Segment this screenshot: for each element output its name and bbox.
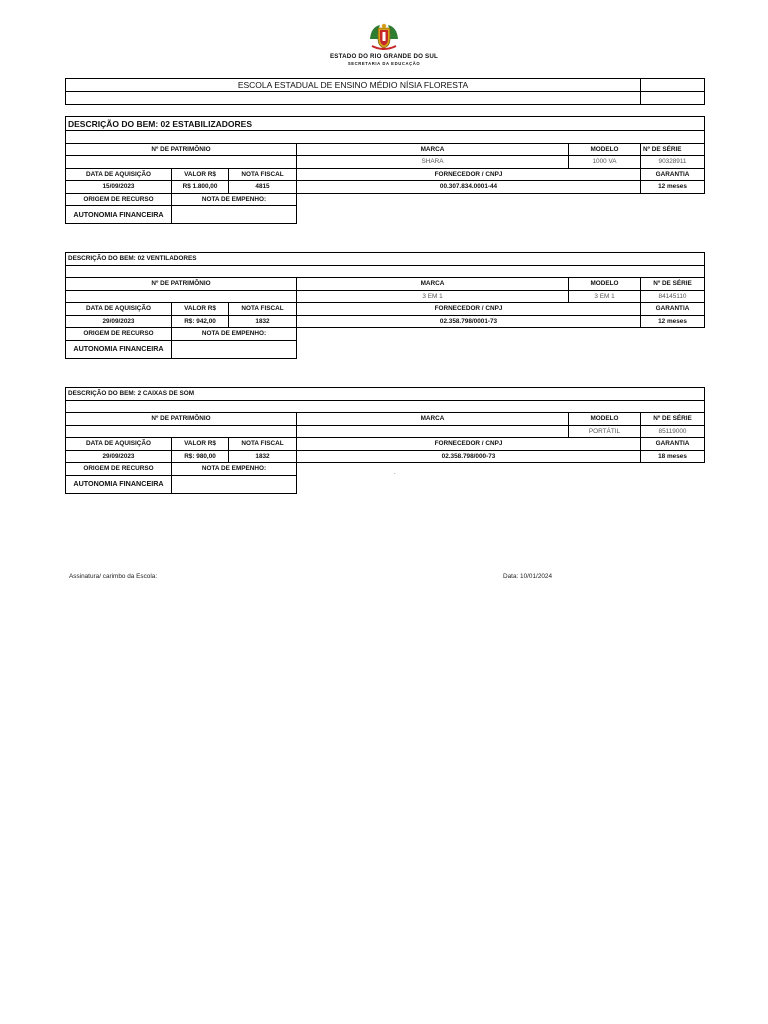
valor-value: R$ 1.800,00	[172, 181, 229, 194]
fornecedor-value: 02.358.798/000-73	[297, 450, 641, 463]
empenho-value	[172, 475, 297, 493]
empty-row	[66, 265, 705, 278]
marca-header: MARCA	[297, 143, 569, 156]
garantia-header: GARANTIA	[641, 303, 705, 316]
stray-mark: .	[394, 470, 396, 476]
serie-header: Nº DE SÉRIE	[641, 278, 705, 291]
school-table	[65, 78, 705, 105]
origem-header: ORIGEM DE RECURSO	[66, 463, 172, 476]
patrimonio-value	[66, 425, 297, 438]
modelo-header: MODELO	[569, 278, 641, 291]
origem-value: AUTONOMIA FINANCEIRA	[66, 475, 172, 493]
serie-value: 84145110	[641, 290, 705, 303]
nota-fiscal-header: NOTA FISCAL	[229, 168, 297, 181]
valor-header: VALOR R$	[172, 438, 229, 451]
serie-value: 85119000	[641, 425, 705, 438]
modelo-header: MODELO	[569, 143, 641, 156]
nota-fiscal-value: 1832	[229, 450, 297, 463]
school-name: ESCOLA ESTADUAL DE ENSINO MÉDIO NÍSIA FLORESTA	[66, 79, 641, 92]
empenho-value	[172, 340, 297, 358]
origem-value: AUTONOMIA FINANCEIRA	[66, 206, 172, 224]
school-aux-cell	[641, 79, 705, 92]
garantia-header: GARANTIA	[641, 438, 705, 451]
marca-value: 3 EM 1	[297, 290, 569, 303]
date-label: Data: 10/01/2024	[503, 573, 553, 580]
garantia-value: 12 meses	[641, 315, 705, 328]
school-empty-cell	[66, 92, 641, 105]
marca-value: SHARA	[297, 156, 569, 169]
data-aquisicao-header: DATA DE AQUISIÇÃO	[66, 168, 172, 181]
patrimonio-value	[66, 156, 297, 169]
fornecedor-value: 00.307.834.0001-44	[297, 181, 641, 194]
patrimonio-header: Nº DE PATRIMÔNIO	[66, 413, 297, 426]
empenho-header: NOTA DE EMPENHO:	[172, 193, 297, 206]
patrimonio-value	[66, 290, 297, 303]
asset-description: DESCRIÇÃO DO BEM: 02 VENTILADORES	[66, 253, 705, 266]
marca-value	[297, 425, 569, 438]
nota-fiscal-value: 4815	[229, 181, 297, 194]
nota-fiscal-header: NOTA FISCAL	[229, 303, 297, 316]
serie-value: 90328911	[641, 156, 705, 169]
origem-header: ORIGEM DE RECURSO	[66, 193, 172, 206]
origem-value: AUTONOMIA FINANCEIRA	[66, 340, 172, 358]
empenho-header: NOTA DE EMPENHO:	[172, 463, 297, 476]
valor-value: R$: 942,00	[172, 315, 229, 328]
marca-header: MARCA	[297, 413, 569, 426]
modelo-value: 3 EM 1	[569, 290, 641, 303]
coat-of-arms-icon	[367, 22, 401, 52]
empenho-value	[172, 206, 297, 224]
serie-header: Nº DE SÉRIE	[641, 143, 705, 156]
asset-description: DESCRIÇÃO DO BEM: 2 CAIXAS DE SOM	[66, 388, 705, 401]
asset-table	[65, 387, 705, 494]
origem-header: ORIGEM DE RECURSO	[66, 328, 172, 341]
state-name: ESTADO DO RIO GRANDE DO SUL	[329, 53, 439, 60]
empty-row	[66, 400, 705, 413]
fornecedor-header: FORNECEDOR / CNPJ	[297, 303, 641, 316]
garantia-value: 12 meses	[641, 181, 705, 194]
school-aux-cell	[641, 92, 705, 105]
document-header	[0, 22, 768, 66]
asset-description: DESCRIÇÃO DO BEM: 02 ESTABILIZADORES	[66, 117, 705, 131]
data-aquisicao-value: 15/09/2023	[66, 181, 172, 194]
data-aquisicao-value: 29/09/2023	[66, 315, 172, 328]
garantia-header: GARANTIA	[641, 168, 705, 181]
asset-table	[65, 116, 705, 224]
data-aquisicao-value: 29/09/2023	[66, 450, 172, 463]
fornecedor-header: FORNECEDOR / CNPJ	[297, 438, 641, 451]
valor-value: R$: 980,00	[172, 450, 229, 463]
nota-fiscal-header: NOTA FISCAL	[229, 438, 297, 451]
secretaria-name: SECRETARIA DA EDUCAÇÃO	[347, 61, 421, 66]
modelo-value: 1000 VA	[569, 156, 641, 169]
serie-header: Nº DE SÉRIE	[641, 413, 705, 426]
modelo-header: MODELO	[569, 413, 641, 426]
empty-row	[66, 131, 705, 144]
garantia-value: 18 meses	[641, 450, 705, 463]
signature-label: Assinatura/ carimbo da Escola:	[69, 573, 158, 580]
asset-table	[65, 252, 705, 359]
fornecedor-value: 02.358.798/0001-73	[297, 315, 641, 328]
valor-header: VALOR R$	[172, 168, 229, 181]
data-aquisicao-header: DATA DE AQUISIÇÃO	[66, 438, 172, 451]
modelo-value: PORTÁTIL	[569, 425, 641, 438]
fornecedor-header: FORNECEDOR / CNPJ	[297, 168, 641, 181]
marca-header: MARCA	[297, 278, 569, 291]
empenho-header: NOTA DE EMPENHO:	[172, 328, 297, 341]
data-aquisicao-header: DATA DE AQUISIÇÃO	[66, 303, 172, 316]
nota-fiscal-value: 1832	[229, 315, 297, 328]
patrimonio-header: Nº DE PATRIMÔNIO	[66, 278, 297, 291]
patrimonio-header: Nº DE PATRIMÔNIO	[66, 143, 297, 156]
valor-header: VALOR R$	[172, 303, 229, 316]
